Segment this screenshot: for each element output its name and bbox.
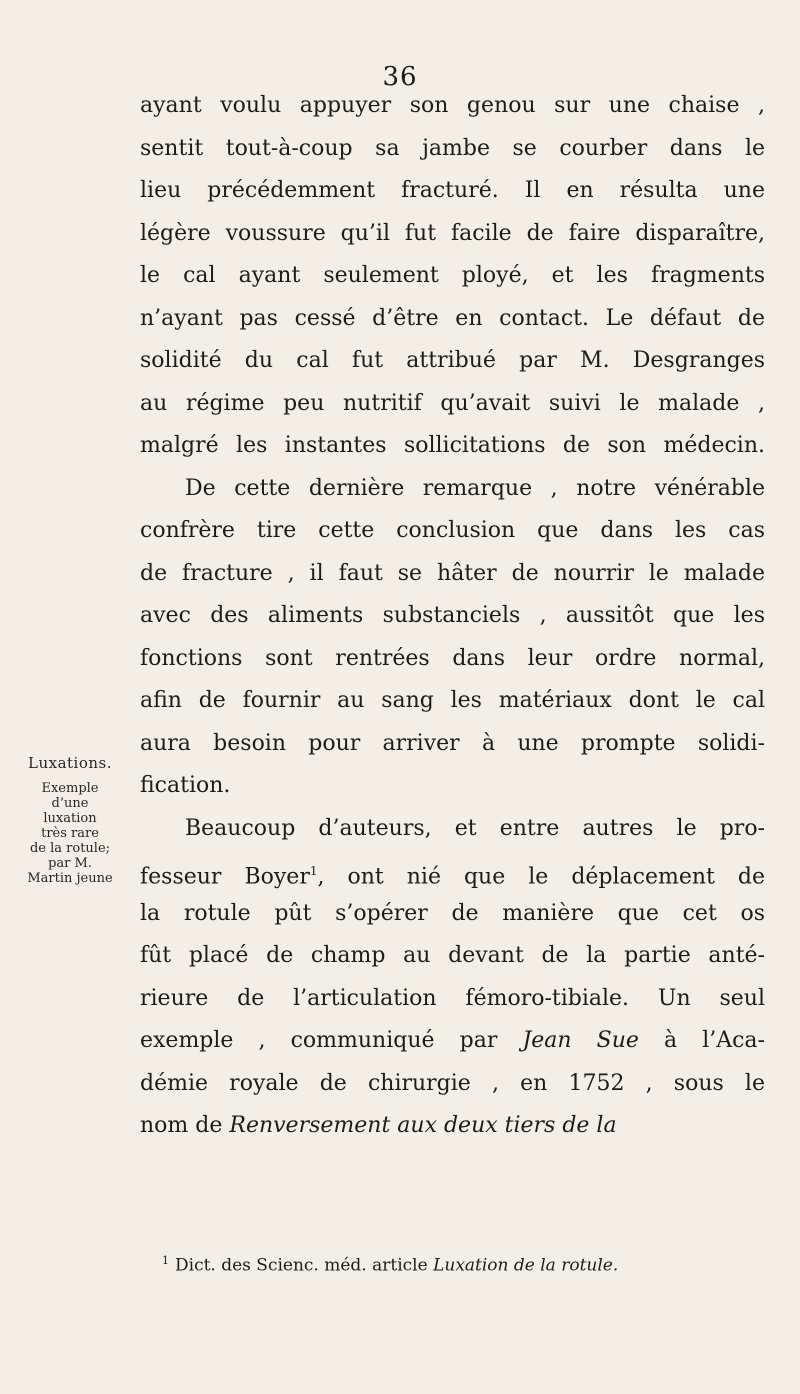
- text-line: au régime peu nutritif qu’avait suivi le malade ,: [140, 390, 765, 416]
- text-line: confrère tire cette conclusion que dans les cas: [140, 518, 765, 543]
- text-line: la rotule pût s’opérer de manière que cet os: [140, 900, 765, 926]
- margin-heading: Luxations.: [27, 754, 112, 772]
- text-line: [140, 850, 765, 893]
- text-span: , ont nié que le déplacement de: [317, 864, 765, 890]
- margin-note-line: luxation: [43, 811, 97, 826]
- margin-note-line: par M.: [48, 856, 92, 871]
- text-line: le cal ayant seulement ployé, et les fragments: [140, 263, 765, 288]
- text-line: ayant voulu appuyer son genou sur une chaise ,: [140, 93, 765, 118]
- text-line: démie royale de chirurgie , en 1752 , sous le: [140, 1070, 765, 1096]
- text-line: solidité du cal fut attribué par M. Desgranges: [140, 348, 765, 373]
- text-span: à l’Aca-: [664, 1028, 765, 1053]
- italic-title: Renversement aux deux tiers de la: [229, 1113, 617, 1138]
- text-line: de fracture , il faut se hâter de nourrir le malade: [140, 560, 765, 586]
- text-span: nom de: [140, 1113, 223, 1138]
- margin-note-line: Martin jeune: [27, 871, 113, 886]
- text-line: De cette dernière remarque , notre vénérable: [185, 475, 765, 501]
- footnote-ref: 1: [309, 864, 318, 878]
- text-line: avec des aliments substanciels , aussitôt que les: [140, 603, 765, 628]
- footnote: [162, 1250, 765, 1277]
- text-line: légère voussure qu’il fut facile de faire disparaître,: [140, 220, 765, 246]
- footnote-italic: Luxation de la rotule.: [433, 1255, 619, 1276]
- italic-name: Jean Sue: [522, 1028, 639, 1053]
- text-line: n’ayant pas cessé d’être en contact. Le défaut de: [140, 305, 765, 331]
- footnote-text: Dict. des Scienc. méd. article: [175, 1255, 428, 1276]
- text-span: exemple , communiqué par: [140, 1028, 498, 1053]
- margin-note-line: de la rotule;: [29, 841, 111, 856]
- text-span: fesseur Boyer: [140, 864, 310, 890]
- text-line: lieu précédemment fracturé. Il en résulta une: [140, 178, 765, 203]
- text-line: [140, 1105, 765, 1148]
- margin-note-line: Exemple: [41, 781, 99, 796]
- text-line: afin de fournir au sang les matériaux dont le cal: [140, 688, 765, 713]
- text-line: rieure de l’articulation fémoro-tibiale. Un seul: [140, 985, 765, 1011]
- text-line: Beaucoup d’auteurs, et entre autres le pro-: [185, 815, 765, 841]
- margin-note-line: d’une: [51, 796, 89, 811]
- text-line: malgré les instantes sollicitations de son médecin.: [140, 433, 765, 458]
- text-line: fonctions sont rentrées dans leur ordre normal,: [140, 645, 765, 671]
- text-line: sentit tout-à-coup sa jambe se courber dans le: [140, 135, 765, 161]
- text-line: fication.: [140, 773, 231, 798]
- footnote-marker: 1: [162, 1254, 169, 1267]
- page-number: 36: [382, 62, 418, 92]
- margin-note-line: très rare: [41, 826, 99, 841]
- body-text: [140, 85, 765, 1148]
- text-line: fût placé de champ au devant de la partie anté-: [140, 943, 765, 968]
- text-line: [140, 1020, 765, 1063]
- margin-notes: [14, 756, 126, 886]
- text-line: aura besoin pour arriver à une prompte solidi-: [140, 730, 765, 756]
